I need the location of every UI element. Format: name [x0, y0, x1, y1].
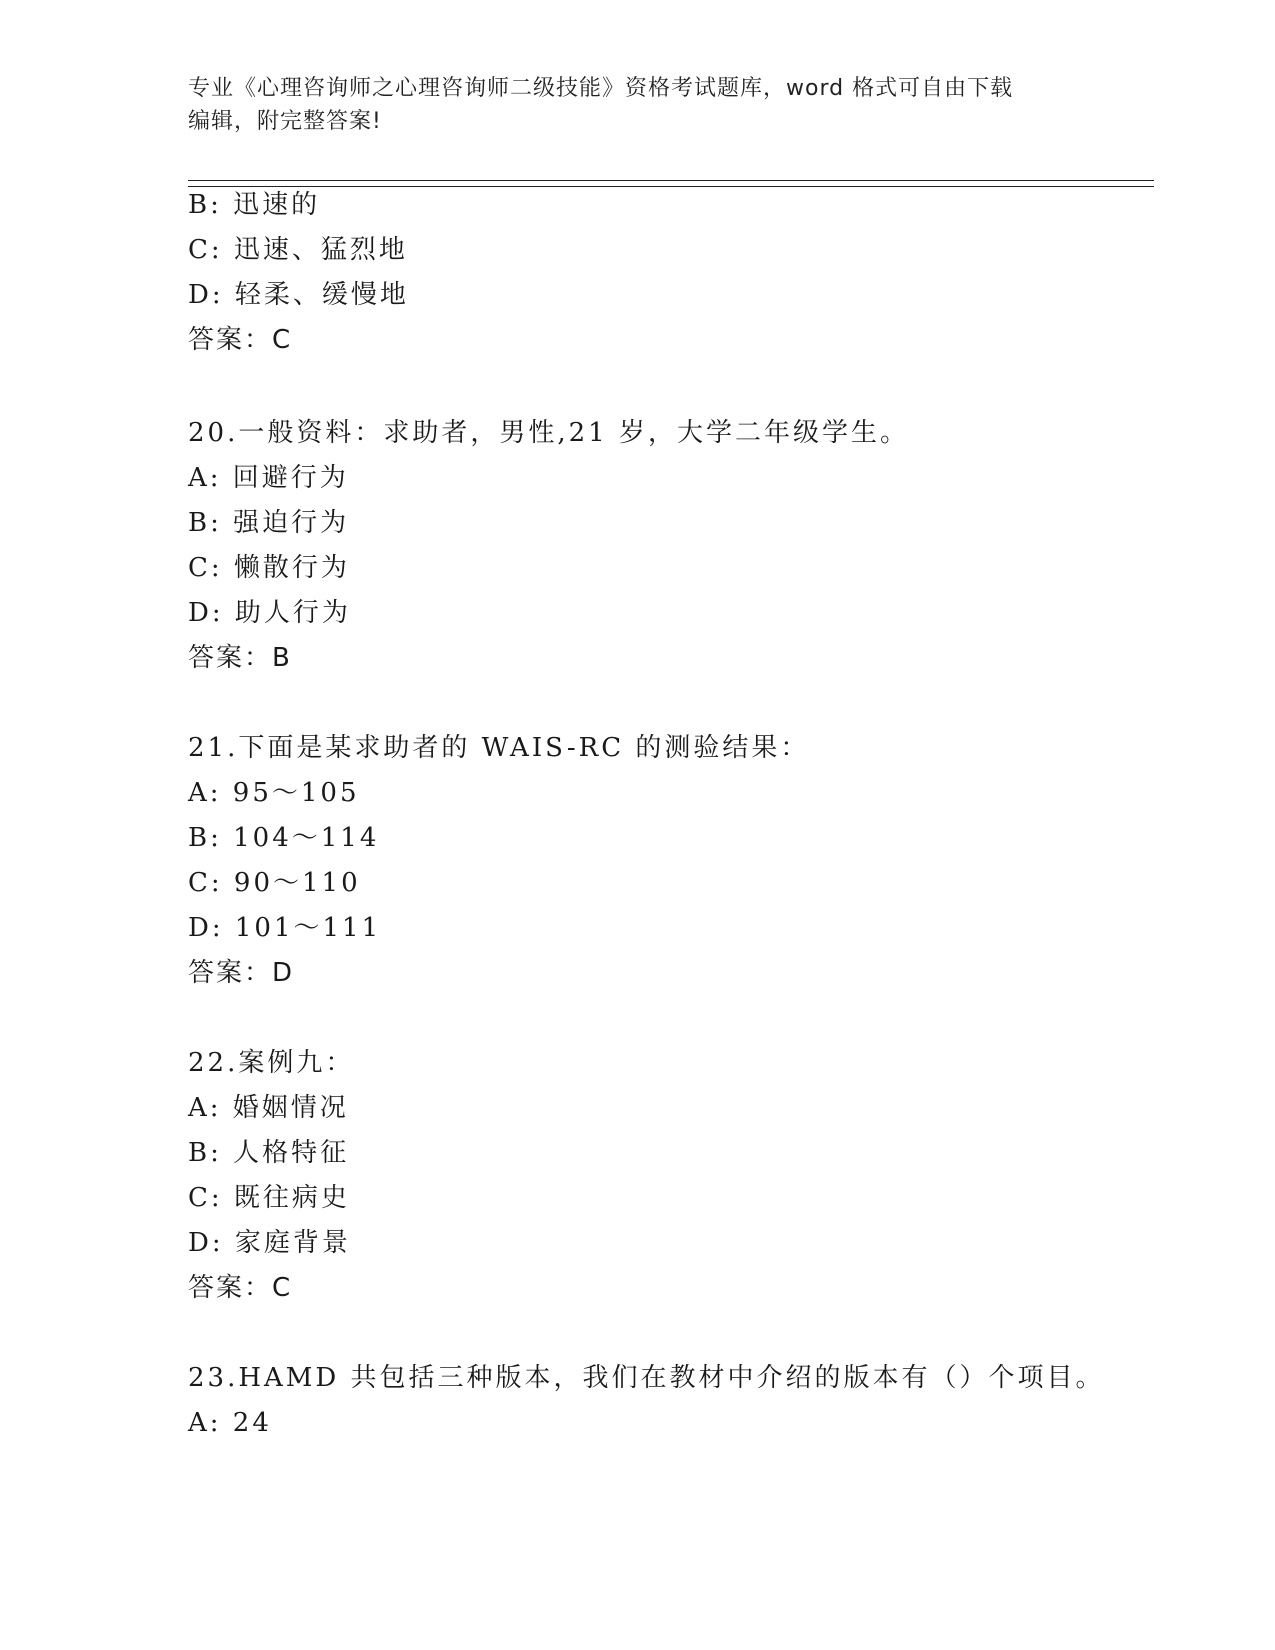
q21-option-d: D: 101～111 — [188, 913, 382, 943]
q22-stem: 22.案例九： — [188, 1048, 355, 1078]
q19-option-c: C: 迅速、猛烈地 — [188, 235, 408, 265]
q21-answer: 答案：D — [188, 958, 295, 988]
q19-option-d: D: 轻柔、缓慢地 — [188, 280, 409, 310]
q19-answer: 答案：C — [188, 325, 293, 355]
q23-option-a: A: 24 — [188, 1408, 272, 1438]
q21-option-c: C: 90～110 — [188, 868, 361, 898]
q22-option-a: A: 婚姻情况 — [188, 1093, 349, 1123]
q20-answer: 答案：B — [188, 643, 292, 673]
q20-stem: 20.一般资料：求助者，男性,21 岁，大学二年级学生。 — [188, 418, 909, 448]
q22-option-b: B: 人格特征 — [188, 1138, 350, 1168]
header-line-2: 编辑，附完整答案! — [188, 109, 382, 134]
q22-option-d: D: 家庭背景 — [188, 1228, 351, 1258]
q21-stem: 21.下面是某求助者的 WAIS-RC 的测验结果： — [188, 733, 810, 763]
q19-option-b: B: 迅速的 — [188, 190, 321, 220]
q20-option-d: D: 助人行为 — [188, 598, 351, 628]
q21-option-a: A: 95～105 — [188, 778, 360, 808]
q20-option-c: C: 懒散行为 — [188, 553, 350, 583]
header-line-1: 专业《心理咨询师之心理咨询师二级技能》资格考试题库，word 格式可自由下载 — [188, 76, 1014, 101]
q22-option-c: C: 既往病史 — [188, 1183, 350, 1213]
q20-option-a: A: 回避行为 — [188, 463, 349, 493]
q22-answer: 答案：C — [188, 1273, 293, 1303]
header-divider-top — [188, 180, 1154, 181]
header-divider-bottom — [188, 186, 1154, 187]
q20-option-b: B: 强迫行为 — [188, 508, 350, 538]
q23-stem: 23.HAMD 共包括三种版本，我们在教材中介绍的版本有（）个项目。 — [188, 1363, 1105, 1393]
q21-option-b: B: 104～114 — [188, 823, 380, 853]
document-header — [188, 72, 1088, 138]
